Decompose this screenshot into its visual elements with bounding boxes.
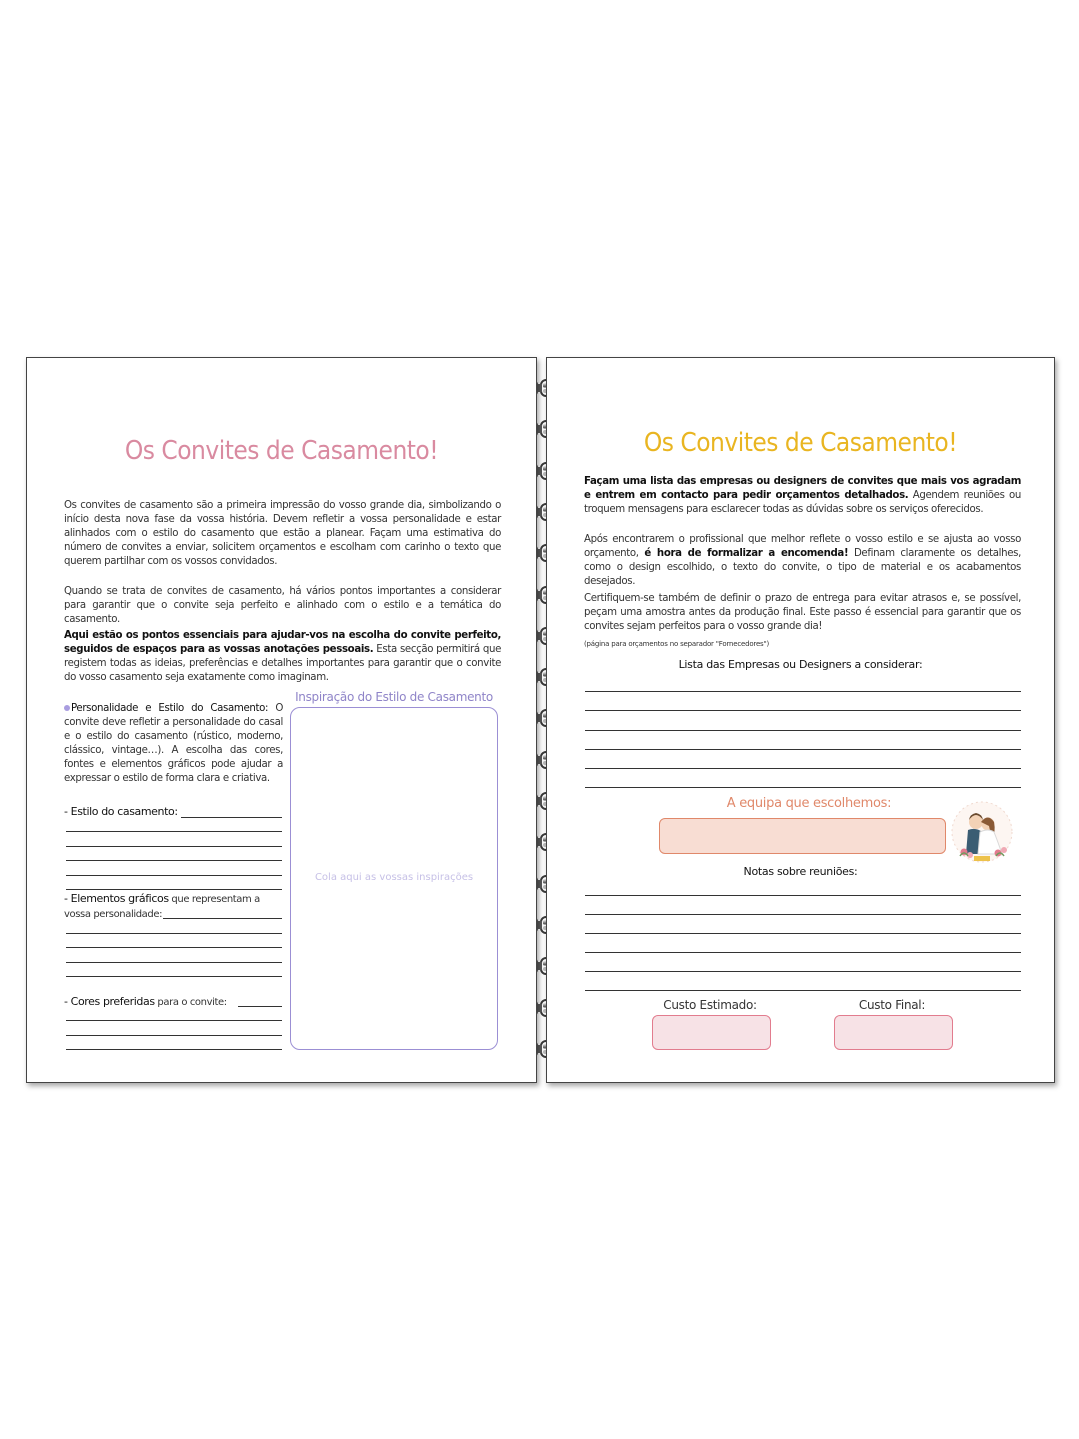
- inspiration-title: Inspiração do Estilo de Casamento: [295, 690, 493, 704]
- writing-line[interactable]: [66, 831, 282, 832]
- p1-bold: Façam uma lista das empresas ou designers de convites que mais vos agradam e entrem em contacto para pedir orçamentos detalhados.: [584, 476, 1021, 501]
- writing-line[interactable]: [585, 933, 1021, 934]
- writing-line[interactable]: [163, 918, 282, 919]
- cost-final-box[interactable]: [834, 1015, 953, 1050]
- writing-line[interactable]: [585, 787, 1021, 788]
- writing-line[interactable]: [66, 889, 282, 890]
- intro-paragraph-2: Quando se trata de convites de casamento, há vários pontos importantes a considerar para garantir que o convite seja perfeito e alinhado com o estilo e a temática do casamento.: [64, 586, 501, 625]
- cost-final-label: Custo Final:: [858, 998, 926, 1012]
- writing-line[interactable]: [585, 691, 1021, 692]
- p2-rest: Definam claramente os detalhes, como o design escolhido, o texto do convite, o tipo de material e os acabamentos desejados.: [584, 548, 1021, 587]
- writing-line[interactable]: [585, 730, 1021, 731]
- writing-line[interactable]: [585, 749, 1021, 750]
- intro-paragraph-1: Os convites de casamento são a primeira impressão do vosso grande dia, simbolizando o início desta nova fase da vossa história. Devem refletir a vossa personalidade e estar alinhados com o estilo do casamento que estão a planear. Façam uma estimativa do número de convites a enviar, solicitem orçamentos e escolham com carinho o texto que querem partilhar com os vossos convidados.: [64, 500, 501, 567]
- personality-text: O convite deve refletir a personalidade do casal e o estilo do casamento (rústico, moderno, clássico, vintage…). A escolha das cores, fontes e elementos gráficos pode ajudar a expressar o estilo de forma clara e criativa.: [64, 703, 284, 784]
- p2-bold: é hora de formalizar a encomenda!: [644, 548, 849, 559]
- intro-bold: Aqui estão os pontos essenciais para ajudar-vos na escolha do convite perfeito, seguidos de espaços para as vossas anotações pessoais.: [64, 630, 501, 655]
- paragraph-2: [584, 533, 1021, 589]
- intro-rest: Esta secção permitirá que registem todas as ideias, preferências e detalhes importantes para garantir que o convite do vosso casamento seja exatamente como imaginam.: [64, 644, 501, 683]
- personality-paragraph: [64, 702, 283, 786]
- page-title: Os Convites de Casamento!: [124, 436, 439, 466]
- intro-paragraph-3: [64, 629, 501, 685]
- writing-line[interactable]: [66, 860, 282, 861]
- paragraph-3-note: (página para orçamentos no separador "Fornecedores"): [584, 640, 770, 648]
- personality-heading: Personalidade e Estilo do Casamento:: [71, 703, 269, 714]
- writing-line[interactable]: [585, 768, 1021, 769]
- bride-groom-illustration-icon: [950, 798, 1014, 868]
- notes-label: Notas sobre reuniões:: [743, 865, 858, 878]
- team-label: A equipa que escolhemos:: [726, 796, 892, 811]
- writing-line[interactable]: [66, 947, 282, 948]
- list-label: Lista das Empresas ou Designers a considerar:: [678, 658, 923, 671]
- elementos-bold: - Elementos gráficos: [64, 892, 169, 905]
- writing-line[interactable]: [66, 962, 282, 963]
- writing-line[interactable]: [585, 971, 1021, 972]
- writing-line[interactable]: [585, 895, 1021, 896]
- writing-line[interactable]: [66, 1049, 282, 1050]
- elementos-rest: que representam a vossa personalidade:: [64, 894, 260, 920]
- writing-line[interactable]: [66, 1020, 282, 1021]
- writing-line[interactable]: [238, 1006, 282, 1007]
- left-page: [26, 357, 537, 1083]
- writing-line[interactable]: [66, 875, 282, 876]
- p1-rest: Agendem reuniões ou troquem mensagens para esclarecer todas as dúvidas sobre os serviços oferecidos.: [584, 490, 1021, 515]
- cost-estimated-box[interactable]: [652, 1015, 771, 1050]
- cores-bold: - Cores preferidas: [64, 995, 155, 1008]
- page-title: Os Convites de Casamento!: [643, 428, 958, 458]
- estilo-line[interactable]: [181, 817, 282, 818]
- cores-label: [64, 995, 227, 1008]
- cores-rest: para o convite:: [154, 997, 227, 1008]
- writing-line[interactable]: [585, 990, 1021, 991]
- writing-line[interactable]: [66, 976, 282, 977]
- bullet-dot-icon: [64, 705, 70, 711]
- writing-line[interactable]: [66, 846, 282, 847]
- writing-line[interactable]: [585, 710, 1021, 711]
- inspiration-placeholder: Cola aqui as vossas inspirações: [314, 872, 474, 883]
- right-page: [546, 357, 1055, 1083]
- writing-line[interactable]: [66, 933, 282, 934]
- cost-estimated-label: Custo Estimado:: [663, 998, 757, 1012]
- paragraph-1: [584, 475, 1021, 517]
- writing-line[interactable]: [66, 1035, 282, 1036]
- writing-line[interactable]: [585, 952, 1021, 953]
- paragraph-3: Certifiquem-se também de definir o prazo de entrega para evitar atrasos e, se possível, peçam uma amostra antes da produção final. Este passo é essencial para garantir que os convites sejam perfeitos para o vosso grande dia!: [584, 593, 1021, 632]
- p2-start: Após encontrarem o profissional que melhor reflete o vosso estilo e se ajusta ao vosso orçamento,: [584, 534, 1021, 559]
- estilo-label: - Estilo do casamento:: [64, 805, 178, 818]
- inspiration-box[interactable]: [290, 707, 498, 1050]
- team-input-box[interactable]: [659, 818, 946, 854]
- writing-line[interactable]: [585, 914, 1021, 915]
